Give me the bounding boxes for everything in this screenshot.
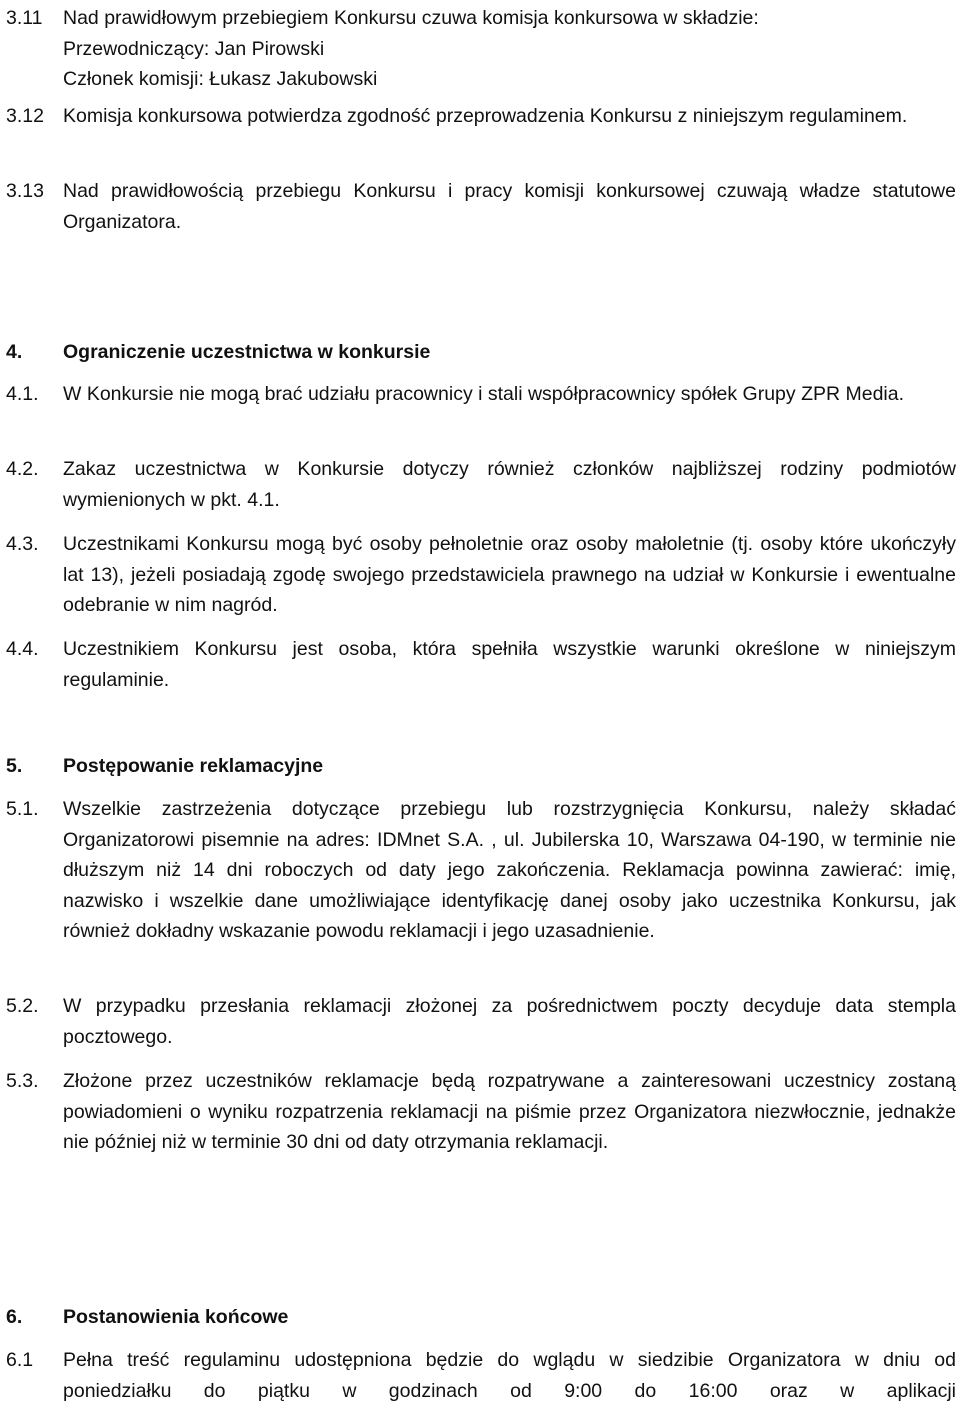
section-title: Ograniczenie uczestnictwa w konkursie: [63, 341, 431, 363]
clause-4-1: [6, 379, 956, 410]
clause-text: Pełna treść regulaminu udostępniona będzie do wglądu w siedzibie Organizatora w dniu od poniedziałku do piątku w godzinach od 9:00 do 16:00 oraz w aplikacji: [63, 1349, 956, 1402]
clause-3-12: [6, 101, 956, 132]
section-number: 5.: [6, 755, 23, 777]
section-5-heading: [6, 751, 956, 782]
section-4-heading: [6, 337, 956, 368]
clause-number: 4.3.: [6, 533, 39, 555]
clause-number: 4.1.: [6, 383, 39, 405]
clause-4-3: [6, 529, 956, 621]
clause-text: W Konkursie nie mogą brać udziału pracownicy i stali współpracownicy spółek Grupy ZPR Media.: [63, 383, 905, 405]
clause-3-13: [6, 176, 956, 237]
clause-5-1: [6, 794, 956, 947]
clause-text: W przypadku przesłania reklamacji złożonej za pośrednictwem poczty decyduje data stempla pocztowego.: [63, 995, 956, 1048]
clause-number: 5.2.: [6, 995, 39, 1017]
clause-3-11: [6, 3, 956, 95]
clause-number: 3.12: [6, 105, 44, 127]
clause-line: Przewodniczący: Jan Pirowski: [63, 37, 325, 60]
clause-number: 3.13: [6, 180, 44, 202]
clause-text: Wszelkie zastrzeżenia dotyczące przebiegu lub rozstrzygnięcia Konkursu, należy składać Organizatorowi pisemnie na adres: IDMnet S.A. , ul. Jubilerska 10, Warszawa 04-190, w terminie nie dłuższym niż 14 dni roboczych od daty jego zakończenia. Reklamacja powinna zawierać: imię, nazwisko i wszelkie dane umożliwiające identyfikację danej osoby jako uczestnika Konkursu, jak również dokładny wskazanie powodu reklamacji i jego uzasadnienie.: [63, 798, 956, 942]
clause-4-2: [6, 454, 956, 515]
clause-number: 5.1.: [6, 798, 39, 820]
clause-text: Uczestnikiem Konkursu jest osoba, która spełniła wszystkie warunki określone w niniejszym regulaminie.: [63, 638, 956, 691]
clause-5-3: [6, 1066, 956, 1158]
clause-text: Komisja konkursowa potwierdza zgodność przeprowadzenia Konkursu z niniejszym regulaminem.: [63, 105, 908, 127]
section-number: 4.: [6, 341, 23, 363]
clause-text: Nad prawidłowością przebiegu Konkursu i pracy komisji konkursowej czuwają władze statutowe Organizatora.: [63, 180, 956, 233]
clause-number: 5.3.: [6, 1070, 39, 1092]
clause-number: 4.4.: [6, 638, 39, 660]
clause-4-4: [6, 634, 956, 695]
section-title: Postępowanie reklamacyjne: [63, 755, 324, 777]
clause-line: Członek komisji: Łukasz Jakubowski: [63, 68, 378, 90]
clause-text: [63, 3, 956, 95]
clause-text: Złożone przez uczestników reklamacje będą rozpatrywane a zainteresowani uczestnicy zostaną powiadomieni o wyniku rozpatrzenia reklamacji na piśmie przez Organizatora niezwłocznie, jednakże nie później niż w terminie 30 dni od daty otrzymania reklamacji.: [63, 1070, 956, 1153]
clause-line: Nad prawidłowym przebiegiem Konkursu czuwa komisja konkursowa w składzie:: [63, 7, 759, 29]
section-6-heading: [6, 1302, 956, 1333]
clause-text: Uczestnikami Konkursu mogą być osoby pełnoletnie oraz osoby małoletnie (tj. osoby które ukończyły lat 13), jeżeli posiadają zgodę swojego przedstawiciela prawnego na udział w Konkursie i ewentualne odebranie w nim nagród.: [63, 533, 956, 616]
clause-number: 3.11: [6, 7, 43, 29]
clause-text: Zakaz uczestnictwa w Konkursie dotyczy również członków najbliższej rodziny podmiotów wymienionych w pkt. 4.1.: [63, 458, 956, 511]
clause-6-1: [6, 1345, 956, 1406]
clause-number: 4.2.: [6, 458, 39, 480]
section-number: 6.: [6, 1306, 23, 1328]
clause-number: 6.1: [6, 1349, 34, 1371]
section-title: Postanowienia końcowe: [63, 1306, 289, 1328]
clause-5-2: [6, 991, 956, 1052]
